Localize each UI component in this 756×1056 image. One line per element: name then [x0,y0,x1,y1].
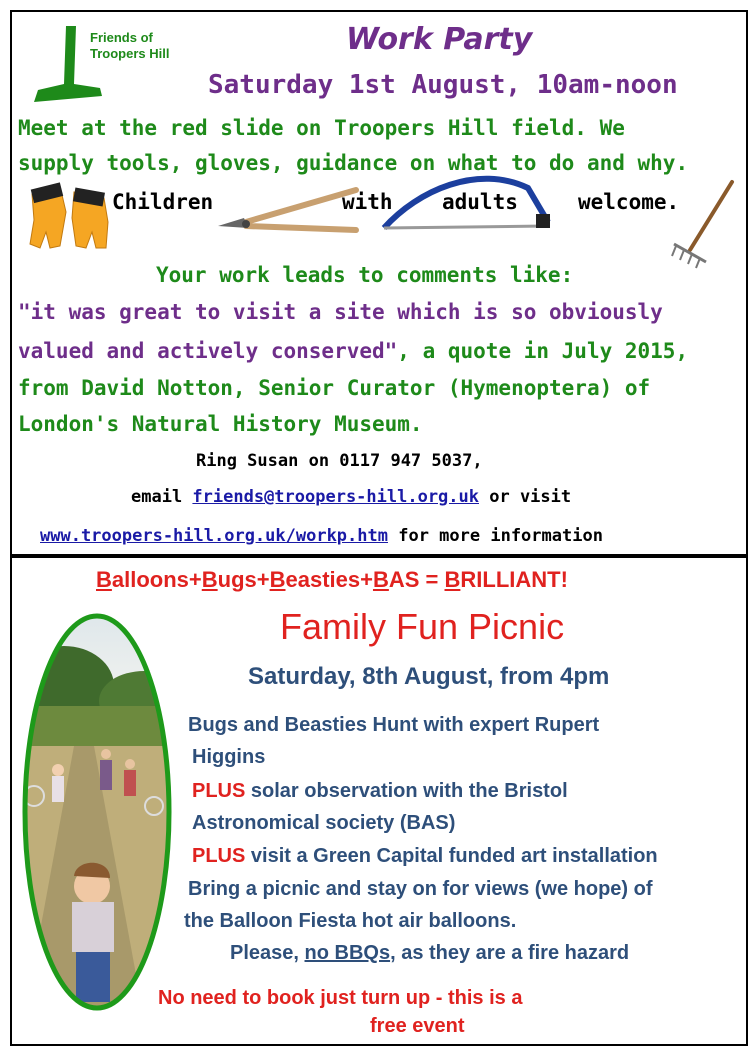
item-picnic-line-2: the Balloon Fiesta hot air balloons. [184,910,517,932]
bbq-prefix: Please, [230,942,305,964]
plus-label: PLUS [192,780,246,802]
logo-text [90,30,169,62]
tagline-r5: RILLIANT! [460,567,568,592]
email-line [131,487,571,507]
picnic-tagline [96,567,568,593]
quote-line-4: London's Natural History Museum. [18,412,423,436]
item-solar-text: solar observation with the Bristol [245,780,568,802]
logo-line-1: Friends of [90,30,153,45]
email-suffix: or visit [479,487,572,507]
website-link[interactable]: www.troopers-hill.org.uk/workp.htm [40,526,388,546]
footer-line-1: No need to book just turn up - this is a [158,987,523,1009]
email-link[interactable]: friends@troopers-hill.org.uk [192,487,479,507]
item-art [192,845,658,868]
tagline-b5: B [444,567,461,592]
with-word: with [342,190,393,214]
tagline-b3: B [269,567,286,592]
comments-intro: Your work leads to comments like: [156,263,574,287]
quote-line-2-quote: valued and actively conserved" [18,339,398,363]
ring-line: Ring Susan on 0117 947 5037, [196,451,483,471]
meet-line-1: Meet at the red slide on Troopers Hill field. We [18,116,625,140]
adults-word: adults [442,190,518,214]
item-bugs-line-2: Higgins [192,746,266,768]
bbq-underlined: no BBQs [304,942,391,964]
email-prefix: email [131,487,193,507]
tagline-r1: alloons+ [111,567,202,592]
tagline-b2: B [201,567,218,592]
tagline-r3: easties+ [285,567,373,592]
children-word: Children [112,190,214,214]
gloves-icon [26,182,112,252]
item-art-text: visit a Green Capital funded art installation [245,845,658,867]
logo-line-2: Troopers Hill [90,46,170,61]
rake-icon [670,178,740,270]
picnic-title: Family Fun Picnic [280,606,565,647]
quote-line-1: "it was great to visit a site which is so obviously [18,300,663,324]
quote-line-2-date: , a quote in July 2015, [397,339,689,363]
picnic-date: Saturday, 8th August, from 4pm [248,663,610,690]
tagline-r4: AS = [388,567,445,592]
item-bugs-line-1: Bugs and Beasties Hunt with expert Rupert [188,714,600,736]
quote-line-2 [18,339,688,363]
tagline-b1: B [96,567,112,592]
item-picnic-line-1: Bring a picnic and stay on for views (we hope) of [188,878,653,900]
plus-label: PLUS [192,845,246,867]
item-solar-line-1 [192,780,568,803]
welcome-word: welcome. [578,190,680,214]
work-party-date: Saturday 1st August, 10am-noon [208,70,678,100]
work-party-title: Work Party [346,22,533,57]
quote-line-3: from David Notton, Senior Curator (Hymenoptera) of [18,376,651,400]
footer-line-2: free event [370,1015,465,1037]
children-photo [14,606,180,1018]
tagline-r2: ugs+ [217,567,270,592]
meet-line-2: supply tools, gloves, guidance on what to do and why. [18,151,689,175]
bbq-suffix: , as they are a fire hazard [390,942,630,964]
bbq-notice [230,942,629,965]
website-suffix: for more information [388,526,603,546]
website-line [40,526,603,546]
bow-saw-icon [378,170,558,234]
tagline-b4: B [372,567,389,592]
item-solar-line-2: Astronomical society (BAS) [192,812,456,834]
